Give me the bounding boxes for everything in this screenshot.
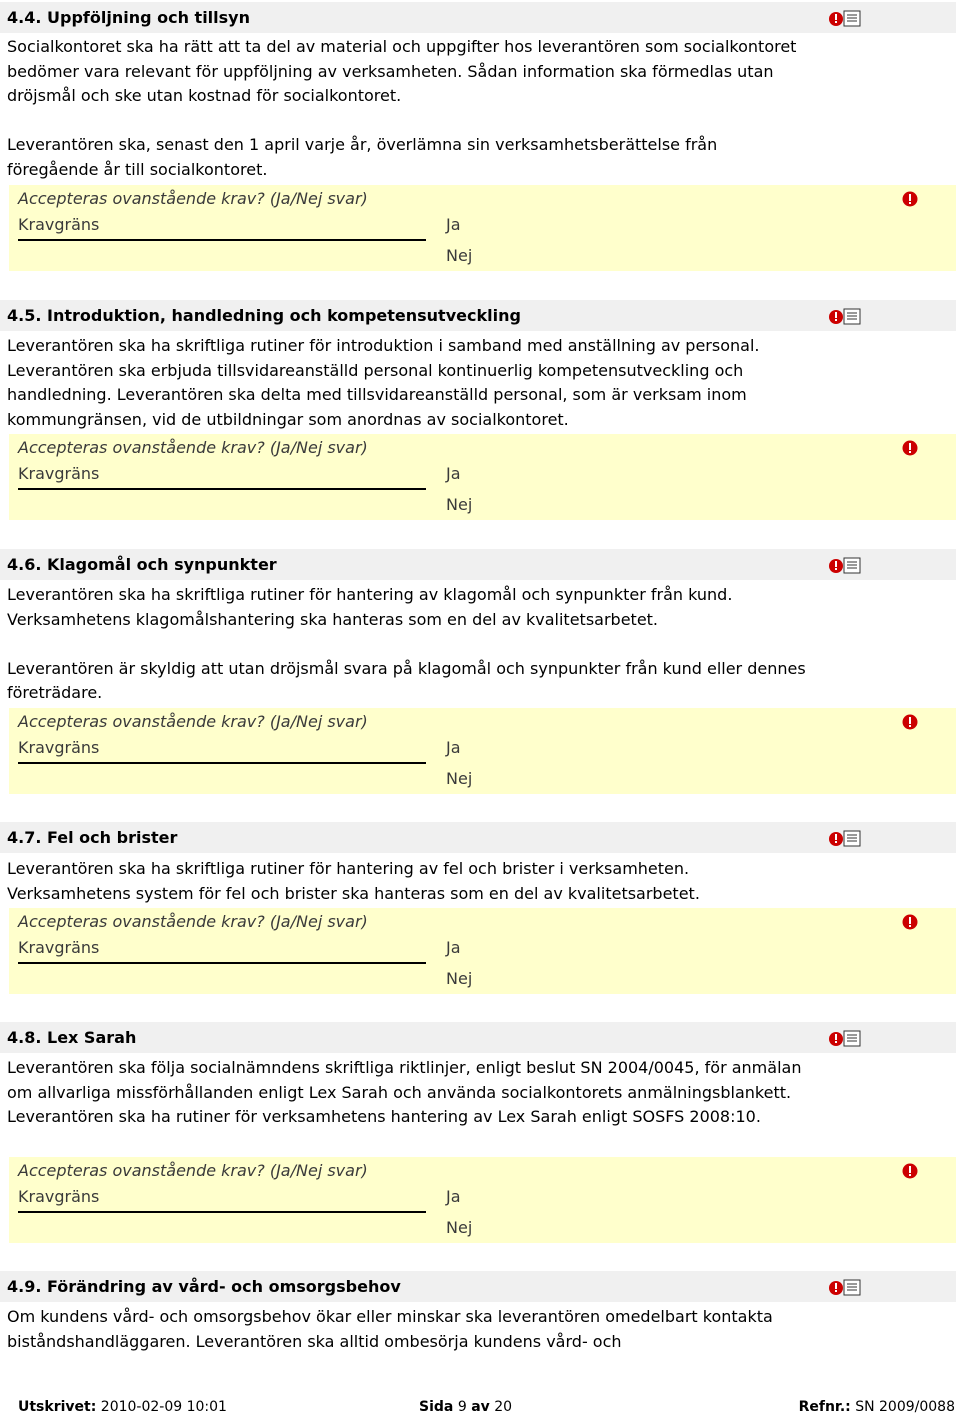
section-title: 4.5. Introduktion, handledning och kompetensutveckling <box>7 306 521 325</box>
answer-question: Accepteras ovanstående krav? (Ja/Nej svar) <box>18 438 368 457</box>
answer-question: Accepteras ovanstående krav? (Ja/Nej svar) <box>18 1161 368 1180</box>
section-title: 4.6. Klagomål och synpunkter <box>7 555 277 574</box>
warning-icon <box>902 714 918 730</box>
answer-no-option[interactable]: Nej <box>446 969 473 988</box>
answer-line <box>18 762 426 764</box>
answer-box <box>9 908 956 994</box>
page-num: 9 <box>457 1399 467 1415</box>
requirement-label: Kravgräns <box>18 1187 100 1206</box>
answer-yes-option[interactable]: Ja <box>446 938 461 957</box>
printed-label: Utskrivet: <box>18 1399 97 1415</box>
ref-value: SN 2009/0088 <box>855 1399 955 1415</box>
warning-document-icon[interactable] <box>828 829 862 847</box>
paragraph: Leverantören är skyldig att utan dröjsmål svara på klagomål och synpunkter från kund eller dennes företrädare. <box>7 658 806 702</box>
section-title: 4.7. Fel och brister <box>7 828 178 847</box>
answer-no-option[interactable]: Nej <box>446 246 473 265</box>
warning-icon <box>902 1163 918 1179</box>
section-header <box>0 549 956 580</box>
section-header <box>0 1271 956 1302</box>
section-header <box>0 1022 956 1053</box>
warning-icon <box>902 191 918 207</box>
section-title: 4.8. Lex Sarah <box>7 1028 137 1047</box>
answer-question: Accepteras ovanstående krav? (Ja/Nej svar) <box>18 712 368 731</box>
warning-document-icon[interactable] <box>828 1278 862 1296</box>
answer-yes-option[interactable]: Ja <box>446 738 461 757</box>
ref-label: Refnr.: <box>798 1399 851 1415</box>
requirement-label: Kravgräns <box>18 938 100 957</box>
page-footer <box>0 1398 960 1417</box>
answer-box <box>9 1157 956 1243</box>
section-header <box>0 300 956 331</box>
warning-document-icon[interactable] <box>828 556 862 574</box>
section-header <box>0 2 956 33</box>
answer-line <box>18 962 426 964</box>
answer-no-option[interactable]: Nej <box>446 769 473 788</box>
answer-no-option[interactable]: Nej <box>446 495 473 514</box>
warning-icon <box>902 914 918 930</box>
answer-box <box>9 708 956 794</box>
requirement-label: Kravgräns <box>18 738 100 757</box>
paragraph: Leverantören ska, senast den 1 april varje år, överlämna sin verksamhetsberättelse från föregående år till socialkontoret. <box>7 135 718 179</box>
printed-date <box>18 1398 227 1417</box>
section-title: 4.4. Uppföljning och tillsyn <box>7 8 250 27</box>
reference-number <box>799 1398 955 1417</box>
answer-question: Accepteras ovanstående krav? (Ja/Nej svar) <box>18 189 368 208</box>
warning-document-icon[interactable] <box>828 9 862 27</box>
page-of-label: av <box>471 1399 490 1415</box>
answer-no-option[interactable]: Nej <box>446 1218 473 1237</box>
answer-question: Accepteras ovanstående krav? (Ja/Nej svar) <box>18 912 368 931</box>
paragraph: Leverantören ska ha skriftliga rutiner för introduktion i samband med anställning av personal. Leverantören ska erbjuda tillsvidareanställd personal kontinuerlig kompetensutveckling och handledning. Leverantören ska delta med tillsvidareanställd personal, som är verksam inom kommungränsen, vid de utbildningar som anordnas av socialkontoret. <box>7 336 760 429</box>
paragraph: Om kundens vård- och omsorgsbehov ökar eller minskar ska leverantören omedelbart kontakta biståndshandläggaren. Leverantören ska alltid ombesörja kundens vård- och <box>7 1307 773 1351</box>
answer-line <box>18 1211 426 1213</box>
paragraph: Leverantören ska ha skriftliga rutiner för hantering av fel och brister i verksamheten. Verksamhetens system för fel och brister ska hanteras som en del av kvalitetsarbetet. <box>7 859 700 903</box>
warning-document-icon[interactable] <box>828 307 862 325</box>
paragraph: Leverantören ska ha skriftliga rutiner för hantering av klagomål och synpunkter från kund. Verksamhetens klagomålshantering ska hanteras som en del av kvalitetsarbetet. <box>7 585 733 629</box>
warning-document-icon[interactable] <box>828 1029 862 1047</box>
section-body <box>7 583 807 706</box>
section-body <box>7 1305 807 1354</box>
warning-icon <box>902 440 918 456</box>
answer-line <box>18 239 426 241</box>
answer-yes-option[interactable]: Ja <box>446 464 461 483</box>
page-number <box>419 1398 512 1417</box>
section-title: 4.9. Förändring av vård- och omsorgsbehov <box>7 1277 401 1296</box>
page-total: 20 <box>494 1399 513 1415</box>
section-body <box>7 334 807 432</box>
requirement-label: Kravgräns <box>18 215 100 234</box>
section-body <box>7 857 807 906</box>
section-body <box>7 35 807 182</box>
answer-line <box>18 488 426 490</box>
section-body <box>7 1056 807 1130</box>
answer-box <box>9 434 956 520</box>
page-label: Sida <box>419 1399 454 1415</box>
answer-box <box>9 185 956 271</box>
paragraph: Socialkontoret ska ha rätt att ta del av material och uppgifter hos leverantören som socialkontoret bedömer vara relevant för uppföljning av verksamheten. Sådan information ska förmedlas utan dröjsmål och ske utan kostnad för socialkontoret. <box>7 37 797 105</box>
answer-yes-option[interactable]: Ja <box>446 215 461 234</box>
answer-yes-option[interactable]: Ja <box>446 1187 461 1206</box>
requirement-label: Kravgräns <box>18 464 100 483</box>
printed-value: 2010-02-09 10:01 <box>100 1399 227 1415</box>
paragraph: Leverantören ska följa socialnämndens skriftliga riktlinjer, enligt beslut SN 2004/0045, för anmälan om allvarliga missförhållanden enligt Lex Sarah och använda socialkontorets anmälningsblankett. Leverantören ska ha rutiner för verksamhetens hantering av Lex Sarah enligt SOSFS 2008:10. <box>7 1058 802 1126</box>
section-header <box>0 822 956 853</box>
